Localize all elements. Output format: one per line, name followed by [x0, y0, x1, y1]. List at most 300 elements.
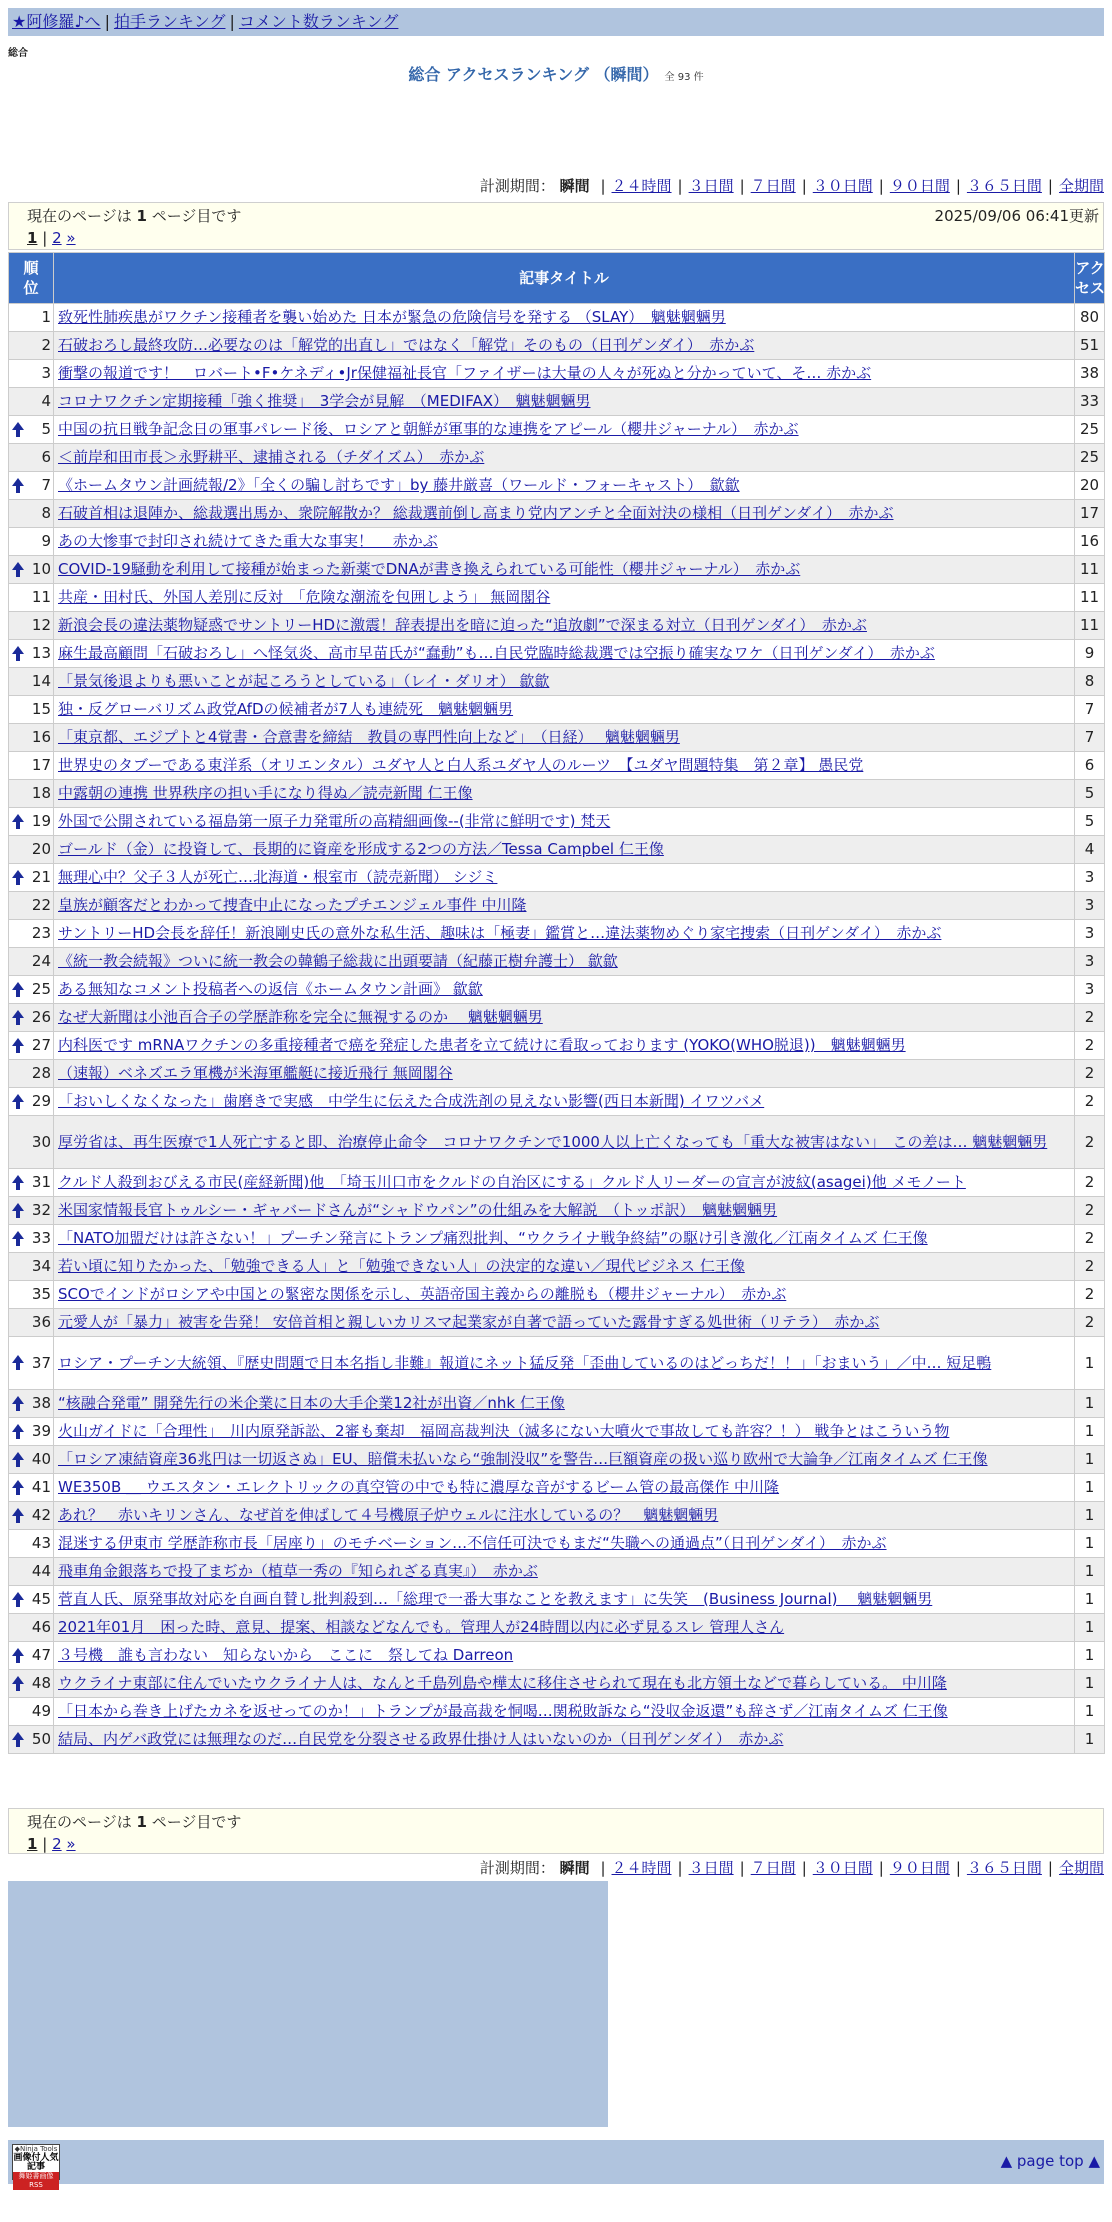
table-row: [9, 780, 1105, 808]
article-title-link[interactable]: 衝撃の報道です！ ロバート•F•ケネディ•Jr保健福祉長官「ファイザーは大量の人々が死ぬと分かっていて、そ… 赤かぶ: [58, 364, 872, 382]
rank-number: 33: [31, 1229, 51, 1247]
table-row: [9, 1197, 1105, 1225]
page-links: [27, 227, 1085, 249]
page-status-post: ページ目です: [151, 207, 242, 225]
period-separator: |: [801, 177, 807, 195]
rank-cell: [9, 1088, 54, 1116]
access-count: 3: [1075, 864, 1105, 892]
logo-top-text: ◆Ninja Tools: [14, 2145, 58, 2153]
article-title-link[interactable]: 「東京都、エジプトと4覚書・合意書を締結 教員の専門性向上など」 （日経） 魑魅魍魎男: [58, 728, 680, 746]
rank-number: 7: [41, 476, 51, 494]
title-cell: [54, 416, 1075, 444]
rank-number: 4: [41, 392, 51, 410]
rank-cell: [9, 892, 54, 920]
title-cell: [54, 1670, 1075, 1698]
rank-number: 31: [31, 1173, 51, 1191]
table-row: [9, 360, 1105, 388]
rank-cell: [9, 1253, 54, 1281]
access-count: 1: [1075, 1642, 1105, 1670]
rank-cell: [9, 1502, 54, 1530]
article-title-link[interactable]: 「おいしくなくなった」歯磨きで実感 中学生に伝えた合成洗剤の見えない影響(西日本新聞) イワツバメ: [58, 1092, 765, 1110]
rank-cell: [9, 724, 54, 752]
rank-number: 11: [31, 588, 51, 606]
article-title-link[interactable]: 飛車角金銀落ちで投了まぢか（植草一秀の『知られざる真実』） 赤かぶ: [58, 1562, 538, 1580]
top-navigation: [8, 8, 1104, 36]
title-cell: [54, 584, 1075, 612]
period-current: 瞬間: [559, 177, 590, 195]
rank-number: 13: [31, 644, 51, 662]
rank-number: 16: [31, 728, 51, 746]
period-link-1[interactable]: ２４時間: [611, 177, 672, 195]
rank-number: 49: [31, 1702, 51, 1720]
article-title-link[interactable]: あれ？ 赤いキリンさん、なぜ首を伸ばして４号機原子炉ウェルに注水しているの？ 魑魅魍魎男: [58, 1506, 719, 1524]
page-separator: |: [42, 229, 48, 247]
rank-cell: [9, 920, 54, 948]
article-title-link[interactable]: 混迷する伊東市 学歴詐称市長「居座り」のモチベーション…不信任可決でもまだ“失職への通過点”（日刊ゲンダイ） 赤かぶ: [58, 1534, 887, 1552]
table-row: [9, 808, 1105, 836]
table-row: [9, 304, 1105, 332]
access-count: 5: [1075, 780, 1105, 808]
table-row: [9, 444, 1105, 472]
period-link-2[interactable]: ３日間: [688, 1859, 734, 1877]
period-separator: |: [878, 1859, 884, 1877]
rank-number: 38: [31, 1394, 51, 1412]
period-link-1[interactable]: ２４時間: [611, 1859, 672, 1877]
page-status-number: 1: [136, 207, 147, 225]
access-count: 7: [1075, 724, 1105, 752]
rank-cell: [9, 1004, 54, 1032]
period-link-2[interactable]: ３日間: [688, 177, 734, 195]
ranking-table-body: [9, 304, 1105, 1754]
rank-number: 14: [31, 672, 51, 690]
table-row: [9, 948, 1105, 976]
page-1-link[interactable]: 1: [27, 1835, 38, 1853]
rank-number: 9: [41, 532, 51, 550]
period-separator: |: [739, 1859, 745, 1877]
access-count: 2: [1075, 1253, 1105, 1281]
rank-number: 47: [31, 1646, 51, 1664]
rank-cell: [9, 500, 54, 528]
table-row: [9, 388, 1105, 416]
access-count: 1: [1075, 1474, 1105, 1502]
access-count: 1: [1075, 1698, 1105, 1726]
rank-column-header: [9, 253, 54, 304]
table-row: [9, 892, 1105, 920]
table-row: [9, 1060, 1105, 1088]
table-row: [9, 976, 1105, 1004]
table-row: [9, 1446, 1105, 1474]
article-title-link[interactable]: 元愛人が「暴力」被害を告発！ 安倍首相と親しいカリスマ起業家が自著で語っていた露骨すぎる処世術（リテラ） 赤かぶ: [58, 1313, 880, 1331]
rank-cell: [9, 332, 54, 360]
page-status-pre: 現在のページは: [27, 1813, 132, 1831]
ninja-tools-logo[interactable]: [12, 2144, 60, 2189]
article-title-link[interactable]: 「NATO加盟だけは許さない！」プーチン発言にトランプ痛烈批判、“ウクライナ戦争終結”の駆け引き激化／江南タイムズ 仁王像: [58, 1229, 928, 1247]
rank-cell: [9, 556, 54, 584]
rank-cell: [9, 948, 54, 976]
table-row: [9, 920, 1105, 948]
article-title-link[interactable]: 共産・田村氏、外国人差別に反対 「危険な潮流を包囲しよう」 無岡閣谷: [58, 588, 551, 606]
table-row: [9, 752, 1105, 780]
table-row: [9, 500, 1105, 528]
title-cell: [54, 612, 1075, 640]
rank-cell: [9, 1197, 54, 1225]
article-title-link[interactable]: SCOでインドがロシアや中国との緊密な関係を示し、英語帝国主義からの離脱も（櫻井ジャーナル） 赤かぶ: [58, 1285, 787, 1303]
period-separator: |: [739, 177, 745, 195]
article-title-link[interactable]: 中露朝の連携 世界秩序の担い手になり得ぬ／読売新聞 仁王像: [58, 784, 473, 802]
article-title-link[interactable]: 火山ガイドに「合理性」 川内原発訴訟、2審も棄却 福岡高裁判決（滅多にない大噴火で事故しても許容？！） 戦争とはこういう物: [58, 1422, 950, 1440]
rank-cell: [9, 1060, 54, 1088]
article-title-link[interactable]: COVID-19騒動を利用して接種が始まった新薬でDNAが書き換えられている可能性（櫻井ジャーナル） 赤かぶ: [58, 560, 801, 578]
title-cell: [54, 500, 1075, 528]
period-link-3[interactable]: ７日間: [750, 1859, 796, 1877]
article-title-link[interactable]: 石破首相は退陣か、総裁選出馬か、衆院解散か？ 総裁選前倒し高まり党内アンチと全面対決の様相（日刊ゲンダイ） 赤かぶ: [58, 504, 894, 522]
title-cell: [54, 556, 1075, 584]
page-status: [27, 205, 1085, 227]
period-selector-top: [480, 176, 1104, 196]
rank-cell: [9, 1337, 54, 1390]
rank-cell: [9, 360, 54, 388]
table-row: [9, 1309, 1105, 1337]
table-row: [9, 584, 1105, 612]
pager-bottom: [8, 1808, 1104, 1854]
updated-time: 2025/09/06 06:41更新: [934, 207, 1099, 225]
rank-cell: [9, 1670, 54, 1698]
title-cell: [54, 1197, 1075, 1225]
title-cell: [54, 1169, 1075, 1197]
table-row: [9, 1586, 1105, 1614]
next-page-link[interactable]: »: [66, 1835, 76, 1853]
article-title-link[interactable]: WE350B ＿ ウエスタン・エレクトリックの真空管の中でも特に濃厚な音がするビーム管の最高傑作 中川隆: [58, 1478, 780, 1496]
article-title-link[interactable]: “核融合発電” 開発先行の米企業に日本の大手企業12社が出資／nhk 仁王像: [58, 1394, 565, 1412]
page-separator: |: [42, 1835, 48, 1853]
rank-cell: [9, 1558, 54, 1586]
article-title-link[interactable]: ある無知なコメント投稿者への返信《ホームタウン計画》 歙歙: [58, 980, 483, 998]
rank-number: 36: [31, 1313, 51, 1331]
title-cell: [54, 668, 1075, 696]
access-count: 9: [1075, 640, 1105, 668]
rank-cell: [9, 640, 54, 668]
period-label: 計測期間：: [479, 1859, 555, 1877]
access-count: 2: [1075, 1060, 1105, 1088]
article-title-link[interactable]: 結局、内ゲバ政党には無理なのだ…自民党を分裂させる政界仕掛け人はいないのか（日刊ゲンダイ） 赤かぶ: [58, 1730, 784, 1748]
article-title-link[interactable]: 菅直人氏、原発事故対応を自画自賛し批判殺到…「総理で一番大事なことを教えます」に失笑 (Business Journal) 魑魅魍魎男: [58, 1590, 933, 1608]
title-cell: [54, 1474, 1075, 1502]
page-status: [27, 1811, 1085, 1833]
access-column-header: [1075, 253, 1105, 304]
period-link-4[interactable]: ３０日間: [812, 177, 873, 195]
access-count: 2: [1075, 1169, 1105, 1197]
table-row: [9, 1337, 1105, 1390]
rank-header-text: 順位: [23, 258, 39, 297]
access-count: 2: [1075, 1116, 1105, 1169]
rank-cell: [9, 780, 54, 808]
title-cell: [54, 1698, 1075, 1726]
title-cell: [54, 1225, 1075, 1253]
article-title-link[interactable]: 石破おろし最終攻防…必要なのは「解党的出直し」ではなく「解党」そのもの（日刊ゲンダイ） 赤かぶ: [58, 336, 755, 354]
table-row: [9, 1225, 1105, 1253]
article-title-link[interactable]: ３号機 誰も言わない 知らないから ここに 祭してね Darreon: [58, 1646, 514, 1664]
table-row: [9, 1502, 1105, 1530]
article-title-link[interactable]: 新浪会長の違法薬物疑惑でサントリーHDに激震！辞表提出を暗に迫った“追放劇”で深まる対立（日刊ゲンダイ） 赤かぶ: [58, 616, 867, 634]
table-row: [9, 640, 1105, 668]
rank-number: 12: [31, 616, 51, 634]
period-link-7[interactable]: 全期間: [1058, 177, 1104, 195]
table-row: [9, 528, 1105, 556]
rank-number: 34: [31, 1257, 51, 1275]
access-count: 3: [1075, 892, 1105, 920]
period-separator: |: [878, 177, 884, 195]
title-cell: [54, 1116, 1075, 1169]
title-cell: [54, 1446, 1075, 1474]
article-title-link[interactable]: 厚労省は、再生医療で1人死亡すると即、治療停止命令 コロナワクチンで1000人以上亡くなっても「重大な被害はない」 この差は… 魑魅魍魎男: [58, 1132, 1048, 1151]
article-title-link[interactable]: コロナワクチン定期接種「強く推奨」 3学会が見解 （MEDIFAX） 魑魅魍魎男: [58, 392, 591, 410]
rank-cell: [9, 304, 54, 332]
article-title-link[interactable]: サントリーHD会長を辞任！新浪剛史氏の意外な私生活、趣味は「極妻」鑑賞と…違法薬物めぐり家宅捜索（日刊ゲンダイ） 赤かぶ: [58, 924, 942, 942]
table-row: [9, 1004, 1105, 1032]
rank-number: 48: [31, 1674, 51, 1692]
pager-top: [8, 202, 1104, 250]
rank-cell: [9, 444, 54, 472]
title-cell: [54, 1004, 1075, 1032]
access-count: 8: [1075, 668, 1105, 696]
title-cell: [54, 1390, 1075, 1418]
access-count: 5: [1075, 808, 1105, 836]
table-row: [9, 836, 1105, 864]
title-cell: [54, 892, 1075, 920]
access-count: 2: [1075, 1004, 1105, 1032]
title-cell: [54, 1586, 1075, 1614]
title-cell: [54, 1642, 1075, 1670]
article-title-link[interactable]: 「日本から巻き上げたカネを返せってのか！」トランプが最高裁を恫喝…関税敗訴なら“没収金返還”も辞さず／江南タイムズ 仁王像: [58, 1702, 948, 1720]
table-row: [9, 1281, 1105, 1309]
title-cell: [54, 360, 1075, 388]
ranking-title-text: 総合 アクセスランキング （瞬間）: [408, 65, 659, 84]
period-separator: |: [600, 177, 606, 195]
title-cell: [54, 1088, 1075, 1116]
rank-cell: [9, 1032, 54, 1060]
table-row: [9, 668, 1105, 696]
period-link-4[interactable]: ３０日間: [812, 1859, 873, 1877]
title-cell: [54, 920, 1075, 948]
rank-number: 21: [31, 868, 51, 886]
rank-number: 17: [31, 756, 51, 774]
article-title-link[interactable]: 内科医です mRNAワクチンの多重接種者で癌を発症した患者を立て続けに看取っております (YOKO(WHO脱退)) 魑魅魍魎男: [58, 1036, 906, 1054]
table-row: [9, 612, 1105, 640]
access-count: 38: [1075, 360, 1105, 388]
rank-number: 18: [31, 784, 51, 802]
nav-separator: |: [104, 12, 110, 31]
period-link-6[interactable]: ３６５日間: [966, 177, 1042, 195]
period-link-3[interactable]: ７日間: [750, 177, 796, 195]
period-separator: |: [600, 1859, 606, 1877]
rank-cell: [9, 1446, 54, 1474]
access-count: 2: [1075, 1197, 1105, 1225]
access-count: 1: [1075, 1530, 1105, 1558]
access-count: 1: [1075, 1502, 1105, 1530]
table-row: [9, 556, 1105, 584]
access-header-text: アクセス: [1075, 258, 1106, 297]
rank-cell: [9, 696, 54, 724]
access-count: 1: [1075, 1614, 1105, 1642]
rank-cell: [9, 1418, 54, 1446]
access-count: 1: [1075, 1670, 1105, 1698]
title-cell: [54, 696, 1075, 724]
period-link-6[interactable]: ３６５日間: [966, 1859, 1042, 1877]
article-title-link[interactable]: 独・反グローバリズム政党AfDの候補者が7人も連続死 魑魅魍魎男: [58, 700, 514, 718]
article-title-link[interactable]: 《統一教会続報》ついに統一教会の韓鶴子総裁に出頭要請（紀藤正樹弁護士） 歙歙: [58, 952, 618, 970]
access-count: 7: [1075, 696, 1105, 724]
article-title-link[interactable]: 「ロシア凍結資産36兆円は一切返さぬ」EU、賠償未払いなら“強制没収”を警告…巨額資産の扱い巡り欧州で大論争／江南タイムズ 仁王像: [58, 1450, 988, 1468]
article-title-link[interactable]: 中国の抗日戦争記念日の軍事パレード後、ロシアと朝鮮が軍事的な連携をアピール（櫻井ジャーナル） 赤かぶ: [58, 420, 799, 438]
table-row: [9, 1253, 1105, 1281]
table-row: [9, 1558, 1105, 1586]
article-title-link[interactable]: 「景気後退よりも悪いことが起ころうとしている」（レイ・ダリオ） 歙歙: [58, 672, 550, 690]
period-separator: |: [955, 177, 961, 195]
rank-number: 20: [31, 840, 51, 858]
table-header-row: [9, 253, 1105, 304]
title-cell: [54, 388, 1075, 416]
rank-number: 22: [31, 896, 51, 914]
article-title-link[interactable]: ゴールド（金）に投資して、長期的に資産を形成する2つの方法／Tessa Campbel 仁王像: [58, 840, 664, 858]
next-page-link[interactable]: »: [66, 229, 76, 247]
article-title-link[interactable]: 皇族が顧客だとわかって捜査中止になったプチエンジェル事件 中川隆: [58, 896, 527, 914]
rank-cell: [9, 1586, 54, 1614]
ad-banner[interactable]: [8, 1881, 608, 2127]
article-title-link[interactable]: 外国で公開されている福島第一原子力発電所の高精細画像--(非常に鮮明です) 梵天: [58, 812, 611, 830]
title-cell: [54, 1418, 1075, 1446]
ranking-count: 全 93 件: [664, 72, 704, 83]
period-separator: |: [677, 1859, 683, 1877]
period-link-5[interactable]: ９０日間: [889, 1859, 950, 1877]
table-row: [9, 696, 1105, 724]
rank-cell: [9, 1614, 54, 1642]
title-cell: [54, 976, 1075, 1004]
title-column-header: 記事タイトル: [54, 253, 1075, 304]
article-title-link[interactable]: 無理心中？父子３人が死亡…北海道・根室市（読売新聞） シジミ: [58, 868, 498, 886]
rank-cell: [9, 1726, 54, 1754]
article-title-link[interactable]: 致死性肺疾患がワクチン接種者を襲い始めた 日本が緊急の危険信号を発する （SLAY） 魑魅魍魎男: [58, 308, 726, 326]
access-count: 16: [1075, 528, 1105, 556]
rank-cell: [9, 864, 54, 892]
article-title-link[interactable]: あの大惨事で封印され続けてきた重大な事実！ 赤かぶ: [58, 532, 438, 550]
access-count: 1: [1075, 1446, 1105, 1474]
table-row: [9, 1642, 1105, 1670]
table-row: [9, 864, 1105, 892]
rank-cell: [9, 416, 54, 444]
rank-number: 2: [41, 336, 51, 354]
rank-cell: [9, 1530, 54, 1558]
title-cell: [54, 1530, 1075, 1558]
comment-ranking-link[interactable]: コメント数ランキング: [238, 12, 399, 31]
access-count: 2: [1075, 1225, 1105, 1253]
access-count: 25: [1075, 444, 1105, 472]
rank-cell: [9, 472, 54, 500]
page-links: [27, 1833, 1085, 1855]
rank-number: 32: [31, 1201, 51, 1219]
rank-cell: [9, 976, 54, 1004]
rank-number: 3: [41, 364, 51, 382]
title-cell: [54, 864, 1075, 892]
access-count: 2: [1075, 1281, 1105, 1309]
rank-cell: [9, 1116, 54, 1169]
table-row: [9, 416, 1105, 444]
article-title-link[interactable]: 2021年01月 困った時、意見、提案、相談などなんでも。管理人が24時間以内に必ず見るスレ 管理人さん: [58, 1618, 785, 1636]
title-cell: [54, 948, 1075, 976]
title-cell: [54, 1032, 1075, 1060]
period-separator: |: [677, 177, 683, 195]
page-2-link[interactable]: 2: [52, 1835, 62, 1853]
article-title-link[interactable]: 若い頃に知りたかった、「勉強できる人」と「勉強できない人」の決定的な違い／現代ビジネス 仁王像: [58, 1257, 745, 1275]
table-row: [9, 724, 1105, 752]
page-status-pre: 現在のページは: [27, 207, 132, 225]
rank-number: 41: [31, 1478, 51, 1496]
rank-number: 44: [31, 1562, 51, 1580]
access-count: 1: [1075, 1586, 1105, 1614]
clap-ranking-link[interactable]: 拍手ランキング: [113, 12, 226, 31]
rank-number: 50: [31, 1730, 51, 1748]
access-count: 1: [1075, 1558, 1105, 1586]
title-cell: [54, 1281, 1075, 1309]
article-title-link[interactable]: （速報）ベネズエラ軍機が米海軍艦艇に接近飛行 無岡閣谷: [58, 1064, 453, 1082]
period-separator: |: [1047, 1859, 1053, 1877]
rank-number: 46: [31, 1618, 51, 1636]
article-title-link[interactable]: ウクライナ東部に住んでいたウクライナ人は、なんと千島列島や樺太に移住させられて現在も北方領土などで暮らしている。 中川隆: [58, 1674, 947, 1692]
table-row: [9, 472, 1105, 500]
period-link-5[interactable]: ９０日間: [889, 177, 950, 195]
title-cell: [54, 1253, 1075, 1281]
article-title-link[interactable]: 世界史のタブーである東洋系（オリエンタル）ユダヤ人と白人系ユダヤ人のルーツ 【ユダヤ問題特集 第２章】 愚民党: [58, 756, 864, 774]
home-link[interactable]: ★阿修羅♪へ: [12, 12, 101, 31]
rank-cell: [9, 1169, 54, 1197]
article-title-link[interactable]: クルド人殺到おびえる市民(産経新聞)他 「埼玉川口市をクルドの自治区にする」クルド人リーダーの宣言が波紋(asagei)他 メモノート: [58, 1173, 966, 1191]
title-cell: [54, 752, 1075, 780]
article-title-link[interactable]: なぜ大新聞は小池百合子の学歴詐称を完全に無視するのか 魑魅魍魎男: [58, 1008, 543, 1026]
rank-cell: [9, 388, 54, 416]
table-row: [9, 332, 1105, 360]
article-title-link[interactable]: ＜前岸和田市長＞永野耕平、逮捕される（チダイズム） 赤かぶ: [58, 448, 485, 466]
rank-number: 27: [31, 1036, 51, 1054]
rank-number: 30: [31, 1132, 51, 1151]
access-count: 2: [1075, 1032, 1105, 1060]
table-row: [9, 1116, 1105, 1169]
rank-number: 5: [41, 420, 51, 438]
ranking-title: [0, 62, 1112, 85]
article-title-link[interactable]: ロシア・プーチン大統領、『歴史問題で日本名指し非難』報道にネット猛反発「歪曲しているのはどっちだ！！」「おまいう」／中… 短足鴨: [58, 1353, 992, 1372]
page-1-link[interactable]: 1: [27, 229, 38, 247]
page-top-link[interactable]: ▲ page top ▲: [1000, 2152, 1100, 2170]
period-current: 瞬間: [559, 1859, 590, 1877]
article-title-link[interactable]: 《ホームタウン計画続報/2》「全くの騙し討ちです」by 藤井厳喜（ワールド・フォーキャスト） 歙歙: [58, 476, 740, 494]
article-title-link[interactable]: 米国家情報長官トゥルシー・ギャバードさんが“シャドウパン”の仕組みを大解説 （トッポ訳） 魑魅魍魎男: [58, 1201, 778, 1219]
title-cell: [54, 444, 1075, 472]
rank-number: 23: [31, 924, 51, 942]
title-cell: [54, 780, 1075, 808]
title-cell: [54, 640, 1075, 668]
rank-cell: [9, 528, 54, 556]
page-2-link[interactable]: 2: [52, 229, 62, 247]
title-cell: [54, 528, 1075, 556]
access-count: 3: [1075, 948, 1105, 976]
rank-number: 28: [31, 1064, 51, 1082]
article-title-link[interactable]: 麻生最高顧問「石破おろし」へ怪気炎、高市早苗氏が“蠢動”も…自民党臨時総裁選では空振り確実なワケ（日刊ゲンダイ） 赤かぶ: [58, 644, 935, 662]
rank-number: 6: [41, 448, 51, 466]
period-link-7[interactable]: 全期間: [1058, 1859, 1104, 1877]
rank-cell: [9, 752, 54, 780]
title-cell: [54, 724, 1075, 752]
table-row: [9, 1698, 1105, 1726]
title-cell: [54, 1614, 1075, 1642]
period-separator: |: [955, 1859, 961, 1877]
